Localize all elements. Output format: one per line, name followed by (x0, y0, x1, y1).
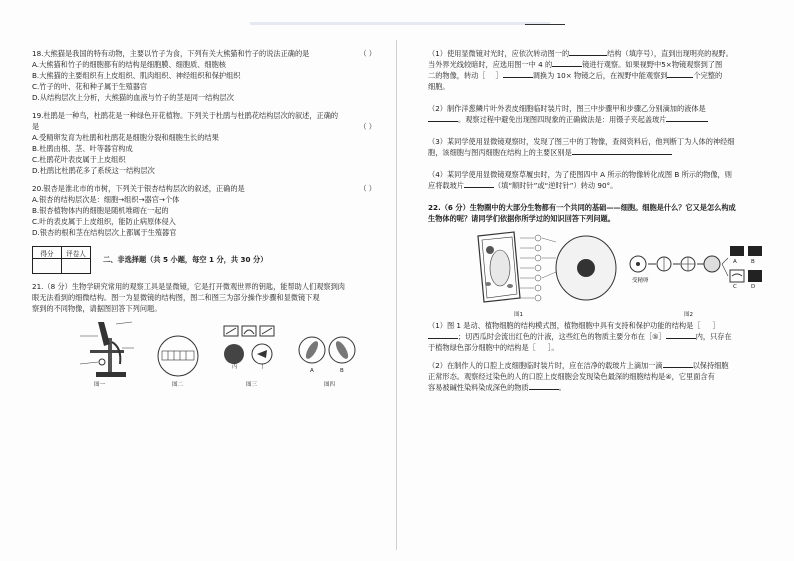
question-21-line-1: 21.（8 分）生物学研究常用的观察工具是显微镜，它是打开微观世界的钥匙，能帮助人们观察到肉 (32, 282, 345, 291)
figure-1-label: 图1 (514, 312, 523, 318)
cell-division-figure (628, 246, 768, 304)
section-2-heading: 二、非选择题（共 5 小题，每空 1 分，共 30 分） (103, 255, 268, 264)
score-box-row (32, 246, 382, 274)
q22-part2-line3: 容易被碱性染料染成深色的物质 。 (428, 383, 566, 392)
question-20-option-b: B.银杏植物体内的细胞是随机堆砌在一起的 (32, 206, 169, 215)
q21-part4-line2: 应将载玻片 （填“顺时针”或“逆时针”）转动 90°。 (428, 181, 618, 190)
question-19-option-c: C.杜鹃花叶表皮属于上皮组织 (32, 155, 126, 164)
question-18-option-c: C.竹子的叶、花和种子属于生殖器官 (32, 82, 148, 91)
figure-2-label: 图2 (684, 312, 693, 318)
grader-cell[interactable] (62, 259, 91, 274)
answer-blank[interactable] (572, 147, 672, 155)
figure-2-sub-label: A (733, 259, 737, 265)
q21-part4-line1: （4）某同学使用显微镜观察草履虫时，为了使图四中 A 所示的物像转化成图 B 所示的物像，则 (428, 170, 732, 179)
score-table (32, 246, 91, 274)
question-20-option-c: C.叶的表皮属于上皮组织，能防止病原体侵入 (32, 217, 176, 226)
question-18-option-b: B.大熊猫的主要组织有上皮组织、肌肉组织、神经组织和保护组织 (32, 71, 241, 80)
question-20-stem: 20.银杏是淮北市的市树，下列关于银杏结构层次的叙述，正确的是 （ ） (32, 184, 376, 193)
answer-blank[interactable] (667, 70, 693, 78)
answer-blank[interactable] (666, 114, 708, 122)
question-19-option-a: A.受精卵发育为杜鹃和杜鹃花是细胞分裂和细胞生长的结果 (32, 133, 219, 142)
left-column (0, 0, 396, 561)
question-22-stem-2: 生物体的呢？请同学们依据你所学过的知识回答下列问题。 (428, 214, 615, 223)
q22-part2-line1: （2）在制作人的口腔上皮细胞临时装片时，应在洁净的载玻片上滴加一滴 以保持细胞 (428, 361, 729, 370)
question-19-stem-cont: 是 （ ） (32, 122, 376, 131)
answer-blank[interactable] (569, 48, 607, 56)
answer-blank[interactable] (666, 331, 696, 339)
q22-part1-line1: （1）图 1 是动、植物细胞的结构模式图，植物细胞中具有支持和保护功能的结构是［ ］ (428, 321, 720, 330)
figure-1-label: 图一 (94, 382, 106, 388)
microscope-figure (76, 318, 136, 380)
q21-part1-line4: 细胞。 (428, 82, 450, 91)
question-19-option-b: B.杜鹃由根、茎、叶等器官构成 (32, 144, 133, 153)
question-18-option-a: A.大熊猫和竹子的细胞都有的结构是细胞膜、细胞质、细胞核 (32, 60, 226, 69)
score-header: 得分 (33, 247, 62, 259)
grader-header: 评卷人 (62, 247, 91, 259)
score-cell[interactable] (33, 259, 62, 274)
figure-2-sub-label: B (751, 259, 755, 265)
figure-2-label: 图二 (172, 382, 184, 388)
answer-blank[interactable] (552, 59, 582, 67)
figure-4-sub-label: B (340, 368, 344, 374)
figure-4-label: 图四 (324, 382, 336, 388)
answer-blank[interactable] (663, 360, 693, 368)
q21-part1-line2: 当外界光线较暗时，应选用图一中 4 的 镜进行观察。如果视野中5×物镜观察到了图 (428, 60, 723, 69)
column-divider (396, 40, 397, 550)
figure-2-sub-label: C (733, 284, 737, 290)
steps-figure (222, 324, 282, 376)
zygote-label: 受精卵 (632, 278, 649, 284)
right-column (398, 0, 794, 561)
answer-blank[interactable] (464, 180, 494, 188)
figure-3-sub-label: 丙 (232, 364, 238, 370)
question-22-figures (428, 228, 766, 318)
question-21-line-3: 察到的不同物像，请据图回答下列问题。 (32, 304, 162, 313)
q21-part3-line1: （3）某同学使用显微镜观察时，发现了图三中的丁物像，查阅资料后，他判断丁为人体的神经细 (428, 137, 735, 146)
q21-part2-line1: （2）制作洋葱鳞片叶外表皮细胞临时装片时，图三中步骤甲和步骤乙分别滴加的液体是 (428, 104, 706, 113)
question-19-option-d: D.杜鹃比杜鹃花多了系统这一结构层次 (32, 166, 155, 175)
q22-part1-line2: ；切西瓜时会流出红色的汁液，这些红色的物质主要分布在［⑤］ 内，只存在 (428, 331, 766, 342)
question-18-option-d: D.从结构层次上分析，大熊猫的血液与竹子的茎是同一结构层次 (32, 93, 234, 102)
figure-2-sub-label: D (751, 284, 756, 290)
q22-part1-line3: 于植物绿色部分细胞中的结构是［ ］。 (428, 343, 559, 352)
question-21-figures (32, 318, 382, 388)
figure-3-sub-label: 丁 (260, 364, 266, 370)
answer-blank[interactable] (428, 331, 458, 339)
answer-blank[interactable] (428, 114, 458, 122)
figure-4-sub-label: A (310, 368, 314, 374)
q21-part2-line2: 。观察过程中避免出现图四现象的正确做法是：用镊子夹起盖玻片 (428, 114, 766, 125)
figure-3-label: 图三 (246, 382, 258, 388)
answer-blank[interactable] (529, 382, 559, 390)
q21-part1-line1: （1）使用显微镜对光时，应依次转动图一的 结构（填序号），直到出现明亮的视野。 (428, 49, 733, 58)
cell-structure-figure (468, 228, 618, 306)
answer-blank[interactable] (503, 70, 533, 78)
question-22-stem-1: 22.（6 分）生物圈中的大部分生物都有一个共同的基础——细胞。细胞是什么？它又是怎么构成 (428, 203, 736, 212)
q21-part3-line2: 胞，该细胞与图丙细胞在结构上的主要区别是 (428, 147, 766, 158)
question-18-stem: 18.大熊猫是我国的特有动物，主要以竹子为食，下列有关大熊猫和竹子的说法正确的是 （ ） (32, 49, 376, 58)
question-19-stem: 19.杜鹃是一种鸟，杜鹃花是一种绿色开花植物。下列关于杜鹃与杜鹃花结构层次的叙述，正确的 (32, 111, 339, 120)
q21-part1-line3: 二的物像，转动［ ］ 调换为 10× 物镜之后，在视野中能观察到 个完整的 (428, 71, 723, 80)
question-20-option-a: A.银杏的结构层次是：细胞→组织→器官→个体 (32, 195, 180, 204)
question-20-option-d: D.银杏的根和茎在结构层次上都属于生殖器官 (32, 228, 177, 237)
q22-part2-line2: 正常形态。观察经过染色的人的口腔上皮细胞会发现染色最深的细胞结构是④，它里面含有 (428, 372, 715, 381)
question-21-line-2: 眼无法看到的细微结构。图一为显微镜的结构图，图二和图三为部分操作步骤和显微镜下观 (32, 293, 320, 302)
view-field-figure (154, 334, 202, 378)
paramecium-figure (298, 332, 358, 372)
